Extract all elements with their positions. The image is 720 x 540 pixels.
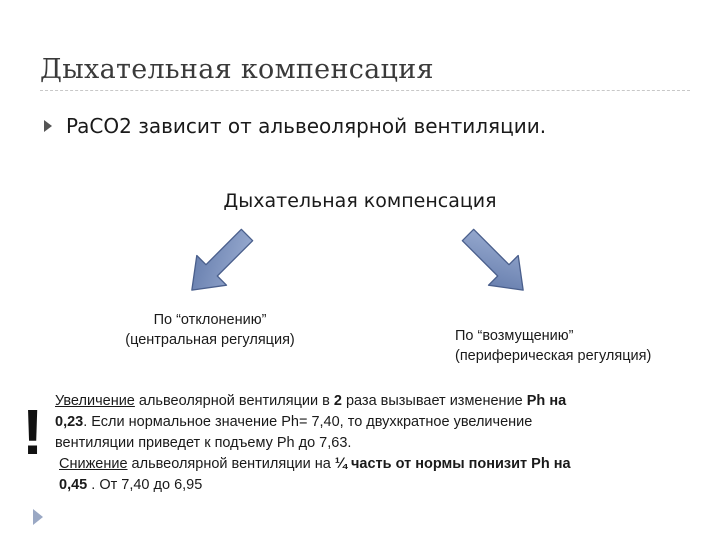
right-branch-line2: (периферическая регуляция) (455, 348, 652, 364)
note-line-1: Увеличение альвеолярной вентиляции в 2 раза вызывает изменение Ph на (55, 393, 567, 409)
right-branch-line1: По “возмущению” (455, 328, 574, 344)
note-text (55, 391, 705, 496)
exclamation-mark: ! (22, 396, 44, 468)
right-branch-label (455, 326, 651, 366)
note-line-3: вентиляции приведет к подъему Ph до 7,63. (55, 435, 352, 451)
left-arrow-icon (177, 220, 262, 305)
diagram-center-label: Дыхательная компенсация (223, 190, 497, 212)
slide-nav-arrow-icon[interactable] (33, 509, 43, 525)
left-branch-line2: (центральная регуляция) (125, 332, 295, 348)
slide-title: Дыхательная компенсация (40, 54, 434, 85)
right-arrow-icon (453, 220, 538, 305)
note-line-2: 0,23. Если нормальное значение Ph= 7,40, то двухкратное увеличение (55, 414, 533, 430)
left-branch-label (80, 310, 340, 350)
note-line-4: Снижение альвеолярной вентиляции на ¼ часть от нормы понизит Ph на (59, 456, 571, 472)
note-line-5: 0,45 . От 7,40 до 6,95 (59, 477, 203, 493)
left-branch-line1: По “отклонению” (153, 312, 267, 328)
bullet-text: PaCO2 зависит от альвеолярной вентиляции. (66, 114, 547, 138)
